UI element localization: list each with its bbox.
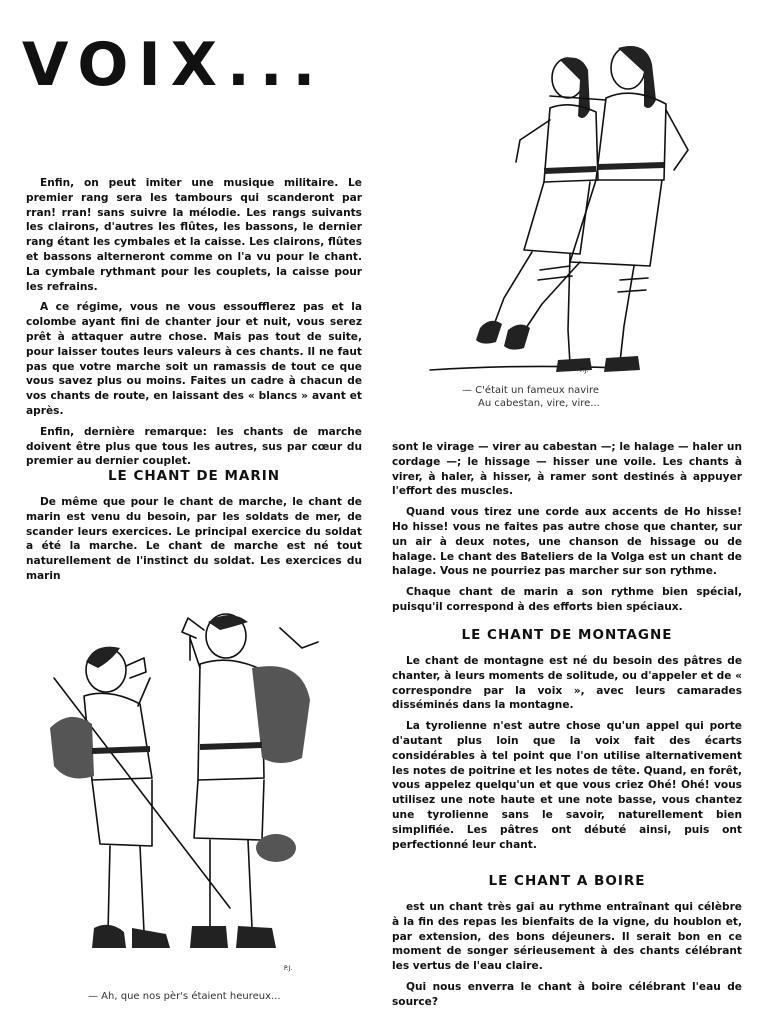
- caption-fameux-navire: [462, 384, 600, 410]
- section-marin-continued: [392, 440, 742, 621]
- paragraph-boire: est un chant très gai au rythme entraînant qui célèbre à la fin des repas les bienfaits de la vigne, du houblon et, par extension, des bons déjeuners. Il serait bon en ce moment de songer sérieusement à des chants célébrant les vertus de l'eau claire.: [392, 901, 742, 973]
- paragraph-marin-virage: sont le virage — virer au cabestan —; le halage — haler un cordage —; le hissage — hisser une voile. Les chants à virer, à haler, à hisser, à ramer sont destinés à appuyer l'effort des muscles.: [392, 441, 742, 498]
- section-boire: [392, 872, 742, 1016]
- page-title: VOIX...: [22, 30, 326, 100]
- paragraph-military-music: Enfin, on peut imiter une musique militaire. Le premier rang sera les tambours qui scanderont par rran! rran! sans suivre la mélodie. Les rangs suivants les clairons, d'autres les flûtes, les bassons, le dernier rang étant les cymbales et la caisse. Les clairons, flûtes et bassons alterneront comme on l'a vu pour le chant. La cymbale rythmant pour les couplets, la caisse pour les refrains.: [26, 177, 362, 293]
- heading-chant-de-marin: LE CHANT DE MARIN: [107, 468, 281, 484]
- caption-nos-peres: — Ah, que nos pèr's étaient heureux...: [88, 991, 281, 1002]
- illustration-marching-scouts: [420, 30, 720, 380]
- paragraph-montagne-origine: Le chant de montagne est né du besoin des pâtres de chanter, à leurs moments de solitude, ou d'appeler et de « correspondre par la voix », avec leurs camarades disséminés dans la montagne.: [392, 655, 742, 712]
- signature-top: P.J.: [580, 367, 589, 374]
- paragraph-ho-hisse: Quand vous tirez une corde aux accents de Ho hisse! Ho hisse! vous ne faites pas autre chose que chanter, sur un air à deux notes, une chanson de hissage ou de halage. Le chant des Bateliers de la Volga est un chant de halage. Vous ne pourriez pas marcher sur son rythme.: [392, 506, 742, 578]
- paragraph-eau-de-source: Qui nous enverra le chant à boire célébrant l'eau de source?: [392, 980, 742, 1008]
- heading-chant-de-montagne: LE CHANT DE MONTAGNE: [461, 627, 673, 643]
- caption-line-2: Au cabestan, vire, vire...: [478, 398, 600, 409]
- heading-chant-a-boire: LE CHANT A BOIRE: [488, 873, 646, 889]
- caption-line-1: — C'était un fameux navire: [462, 385, 600, 396]
- paragraph-tyrolienne: La tyrolienne n'est autre chose qu'un appel qui porte d'autant plus loin que la voix fait des écarts considérables à tel point que l'on utilise alternativement les notes de poitrine et les notes de tête. Quand, en forêt, vous appelez quelqu'un et que vous criez Ohé! Ohé! vous utilisez une note haute et une note basse, vous chantez une tyrolienne sans le savoir, naturellement bien simplifiée. Les pâtres ont débuté ainsi, puis ont perfectionné leur chant.: [392, 720, 742, 851]
- section-montagne: [392, 626, 742, 858]
- paragraph-regime: A ce régime, vous ne vous essoufflerez pas et la colombe ayant fini de chanter jour et nuit, vous serez prêt à attaquer autre chose. Mais pas tout de suite, pour laisser toutes leurs valeurs à ces chants. Il ne faut pas que votre marche soit un ramassis de tout ce que vous savez plus ou moins. Faites un cadre à chacun de vos chants de route, en laissant des « blancs » avant et après.: [26, 301, 362, 417]
- left-column-intro: [26, 176, 362, 475]
- illustration-drinking-scouts: [40, 608, 340, 978]
- paragraph-marin: De même que pour le chant de marche, le chant de marin est venu du besoin, par les soldats de mer, de scander leurs exercices. Le principal exercice du soldat a été la marche. Le chant de marche est né tout naturellement de l'instinct du soldat. Les exercices du marin: [26, 496, 362, 582]
- paragraph-rythme-special: Chaque chant de marin a son rythme bien spécial, puisqu'il correspond à des efforts bien spéciaux.: [392, 586, 742, 613]
- paragraph-last-remark: Enfin, dernière remarque: les chants de marche doivent être plus que tous les autres, sus par cœur du premier au dernier couplet.: [26, 425, 362, 468]
- section-marin: [26, 467, 362, 590]
- signature-bottom: P.J.: [284, 965, 293, 972]
